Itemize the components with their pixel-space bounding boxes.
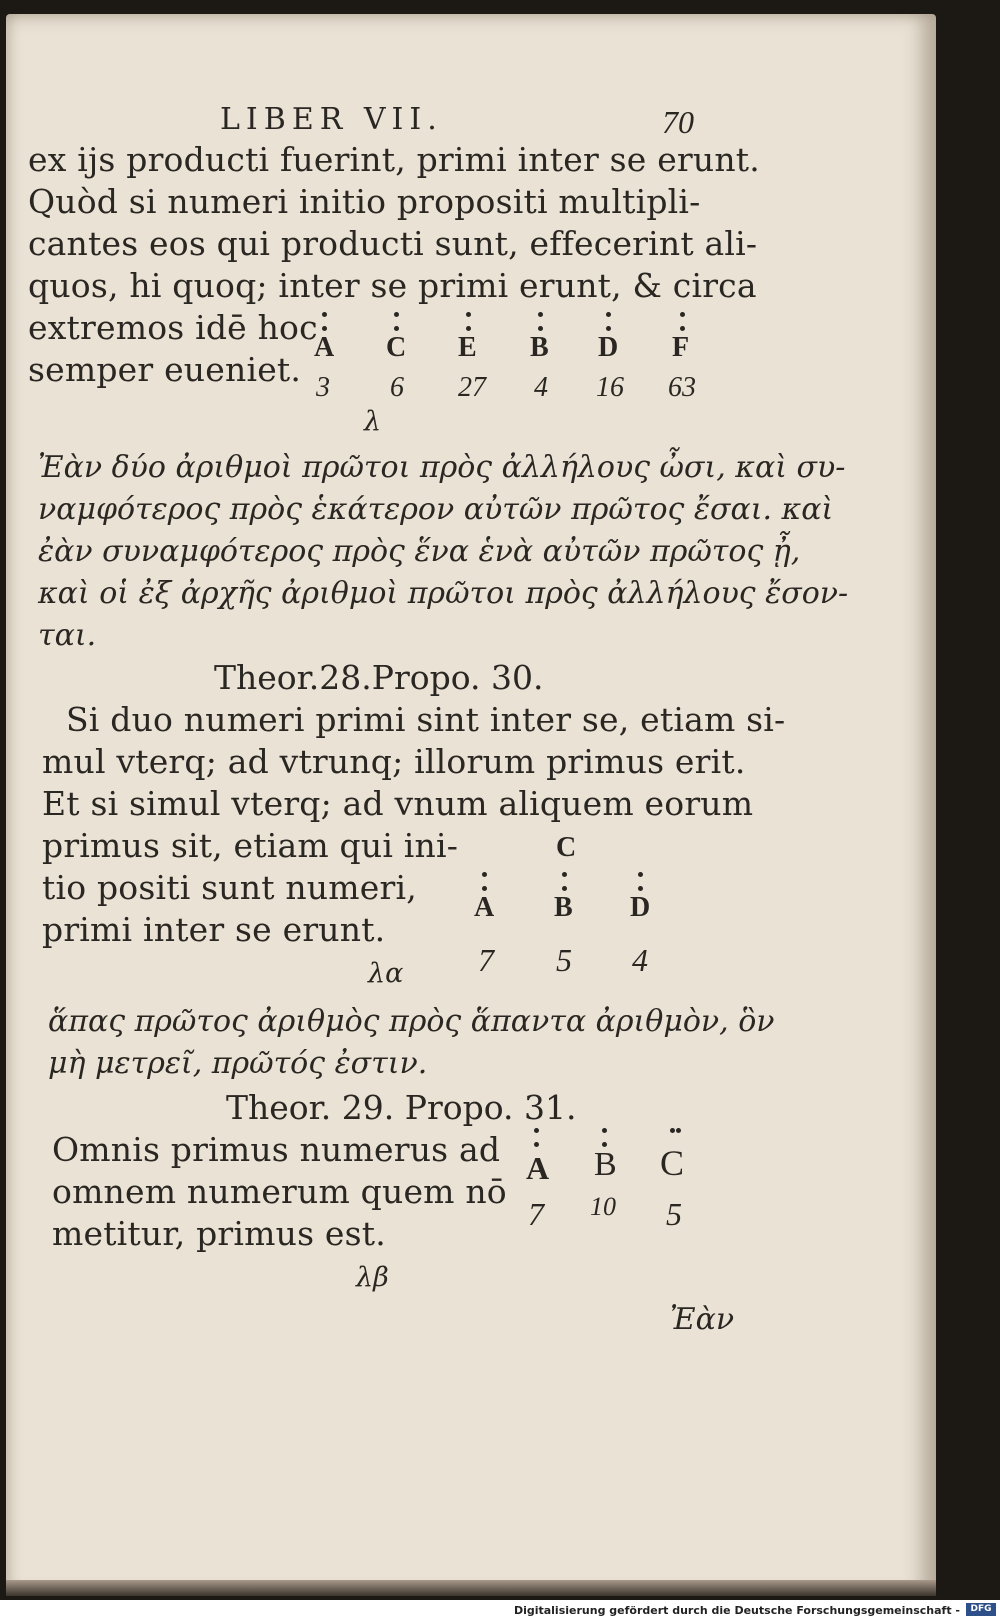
diagram-letter: C bbox=[556, 832, 577, 863]
diagram-number: 27 bbox=[458, 372, 486, 403]
diagram-letter: D bbox=[598, 332, 619, 363]
diagram-number: 63 bbox=[668, 372, 696, 403]
diagram-number: 10 bbox=[590, 1192, 616, 1221]
text-line: quos, hi quoq; inter se primi erunt, & circa bbox=[28, 266, 757, 305]
text-line: Quòd si numeri initio propositi multipli- bbox=[28, 182, 701, 221]
footer-bar bbox=[0, 1600, 1000, 1620]
page-edge bbox=[6, 1580, 936, 1596]
section-marker: λ bbox=[364, 406, 382, 437]
diagram-letter: C bbox=[660, 1143, 685, 1183]
diagram-letter: B bbox=[530, 332, 549, 363]
greek-line: ναμφότερος πρὸς ἑκάτερον αὐτῶν πρῶτος ἔσαι. καὶ bbox=[38, 492, 834, 527]
section-marker: λα bbox=[368, 958, 404, 989]
greek-line: καὶ οἱ ἐξ ἀρχῆς ἀριθμοὶ πρῶτοι πρὸς ἀλλήλους ἔσον- bbox=[38, 576, 849, 611]
section-marker: λβ bbox=[356, 1262, 389, 1293]
text-line: metitur, primus est. bbox=[52, 1214, 386, 1253]
diagram-number: 5 bbox=[666, 1196, 682, 1232]
diagram-number: 5 bbox=[556, 942, 572, 978]
greek-line: Ἐὰν δύο ἀριθμοὶ πρῶτοι πρὸς ἀλλήλους ὦσι, καὶ συ- bbox=[38, 450, 846, 485]
diagram-number: 3 bbox=[316, 372, 330, 403]
text-line: semper eueniet. bbox=[28, 350, 302, 389]
diagram-number: 4 bbox=[534, 372, 548, 403]
diagram-letter: F bbox=[672, 332, 690, 363]
diagram-number: 6 bbox=[390, 372, 404, 403]
text-line: mul vterq; ad vtrunq; illorum primus erit. bbox=[42, 742, 746, 781]
diagram-letter: B bbox=[594, 1146, 617, 1183]
diagram-number: 7 bbox=[528, 1196, 544, 1232]
diagram-number: 7 bbox=[478, 942, 494, 978]
text-line: Et si simul vterq; ad vnum aliquem eorum bbox=[42, 784, 754, 823]
greek-line: ἐὰν συναμφότερος πρὸς ἕνα ἑνὰ αὐτῶν πρῶτος ᾖ, bbox=[38, 534, 801, 569]
diagram-letter: A bbox=[526, 1150, 550, 1186]
greek-line: ται. bbox=[38, 618, 97, 653]
greek-line: μὴ μετρεῖ, πρῶτός ἐστιν. bbox=[48, 1046, 428, 1081]
text-line: cantes eos qui producti sunt, effecerint ali- bbox=[28, 224, 758, 263]
diagram-letter: A bbox=[314, 332, 335, 363]
diagram-letter: B bbox=[554, 892, 573, 923]
dfg-logo: DFG bbox=[966, 1603, 996, 1616]
diagram-number: 16 bbox=[596, 372, 624, 403]
footer-text: Digitalisierung gefördert durch die Deutsche Forschungsgemeinschaft - bbox=[513, 1604, 960, 1617]
greek-line: ἅπας πρῶτος ἀριθμὸς πρὸς ἅπαντα ἀριθμὸν, ὃν bbox=[48, 1004, 775, 1039]
text-line: Omnis primus numerus ad bbox=[52, 1130, 501, 1169]
text-line: omnem numerum quem nō bbox=[52, 1172, 507, 1211]
diagram-letter: A bbox=[474, 892, 495, 923]
theorem-heading: Theor. 29. Propo. 31. bbox=[226, 1088, 577, 1127]
diagram-letter: C bbox=[386, 332, 407, 363]
folio-number: 70 bbox=[662, 104, 694, 140]
text-line: tio positi sunt numeri, bbox=[42, 868, 417, 907]
theorem-heading: Theor.28.Propo. 30. bbox=[214, 658, 544, 697]
catchword: Ἐὰν bbox=[670, 1302, 735, 1337]
text-line: extremos idē hoc bbox=[28, 308, 318, 347]
diagram-number: 4 bbox=[632, 942, 648, 978]
text-line: primi inter se erunt. bbox=[42, 910, 386, 949]
text-line: Si duo numeri primi sint inter se, etiam si- bbox=[66, 700, 786, 739]
text-line: ex ijs producti fuerint, primi inter se erunt. bbox=[28, 140, 760, 179]
diagram-letter: D bbox=[630, 892, 651, 923]
diagram-letter: E bbox=[458, 332, 477, 363]
text-line: primus sit, etiam qui ini- bbox=[42, 826, 459, 865]
running-title: LIBER VII. bbox=[220, 102, 443, 137]
